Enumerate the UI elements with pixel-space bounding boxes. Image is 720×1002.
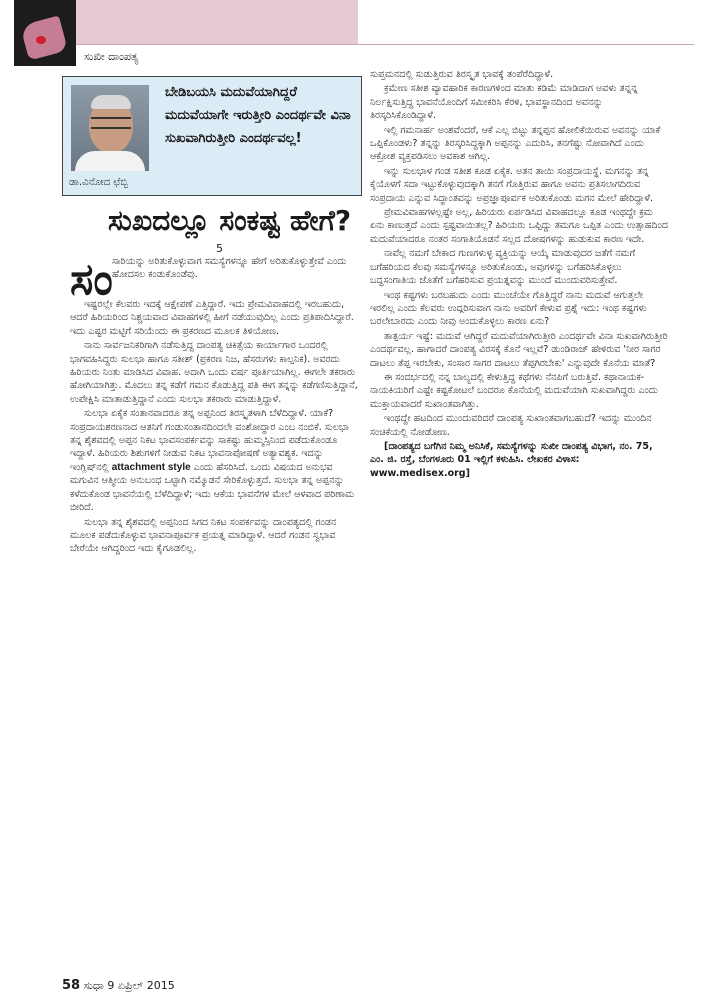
column-1	[70, 298, 360, 557]
magazine-name: ಸುಧಾ	[83, 979, 104, 992]
pull-quote-text: ಬೇಡಿಬಯಸಿ ಮದುವೆಯಾಗಿದ್ದರೆ ಮದುವೆಯಾಗೇ ಇರುತ್ತೀರಿ ಎಂದರ್ಥವೇ ವಿನಾ ಸುಖವಾಗಿರುತ್ತೀರಿ ಎಂದರ್ಥವಲ್ಲ!	[165, 85, 351, 146]
paragraph: ನಾನು ಸಾರ್ವಜನಿಕರಿಗಾಗಿ ನಡೆಸುತ್ತಿದ್ದ ದಾಂಪತ್ಯ ಚಿಕಿತ್ಸೆಯ ಕಾರ್ಯಾಗಾರ ಒಂದರಲ್ಲಿ ಭಾಗವಹಿಸಿದ್ದರು ಸುಲಭಾ ಹಾಗೂ ಸತೀಶ್ (ಪ್ರಕರಣ ನಿಜ, ಹೆಸರುಗಳು ಕಾಲ್ಪನಿಕ). ಅವರದು ಹಿರಿಯರು ನಿಂತು ಮಾಡಿಸಿದ ವಿವಾಹ. ಅದಾಗಿ ಒಂದು ವರ್ಷ ಪೂರ್ತಿಯಾಗಿಲ್ಲ. ಈಗಲೇ ತಕರಾರು ಹೋಗಿಯಾಗಿತ್ತು. ಮೊದಲು ತನ್ನ ಕಡೆಗೆ ಗಮನ ಕೊಡುತ್ತಿದ್ದ ಪತಿ ಈಗ ತನ್ನನ್ನು ಕಡೆಗಣಿಸುತ್ತಿದ್ದಾನೆ, ಉಪೇಕ್ಷಿಸಿ ಮಾತಾಡುತ್ತಿದ್ದಾನೆ ಎಂದು ಸುಲಭಾ ತಕರಾರು ಮಾಡುತ್ತಿದ್ದಾಳೆ.	[70, 340, 358, 405]
section-label: ಸುಖೀ ದಾಂಪತ್ಯ	[84, 50, 139, 63]
paragraph: ಸುಪ್ತಮನದಲ್ಲಿ ಸುಡುತ್ತಿರುವ ತಿರಸ್ಕೃತ ಭಾವಕ್ಕೆ ತಂಪೆರೆದಿದ್ದಾಳೆ.	[370, 69, 554, 80]
issue-date: 9 ಏಪ್ರಿಲ್ 2015	[107, 979, 175, 992]
paragraph: ಇಂಥದ್ದೇ ಹಟದಿಂದ ಮುಂದುವರಿದರೆ ದಾಂಪತ್ಯ ಸುಖಾಂತವಾಗಬಹುದೆ? ಇದನ್ನು ಮುಂದಿನ ಸಂಚಿಕೆಯಲ್ಲಿ ನೋಡೋಣ.	[370, 413, 652, 438]
contact-note: [ದಾಂಪತ್ಯದ ಬಗೆಗಿನ ನಿಮ್ಮ ಅನಿಸಿಕೆ, ಸಮಸ್ಯೆಗಳನ್ನು ಸುಖೀ ದಾಂಪತ್ಯ ವಿಭಾಗ, ನಂ. 75, ಎಂ. ಜಿ. ರಸ್ತೆ, ಬೆಂಗಳೂರು 01 ಇಲ್ಲಿಗೆ ಕಳುಹಿಸಿ. ಲೇಖಕರ ವಿಳಾಸ: www.medisex.org]	[370, 440, 653, 479]
decorative-dot	[36, 36, 46, 44]
paragraph: ಸುಲಭಾ ಏಕೈಕ ಸಂತಾನವಾದರೂ ತನ್ನ ಅಪ್ಪನಿಂದ ತಿರಸ್ಕೃತಳಾಗಿ ಬೆಳೆದಿದ್ದಾಳೆ. ಯಾಕೆ? ಸಂಪ್ರದಾಯಶರಣನಾದ ಆತನಿಗೆ ಗಂಡುಸಂತಾನದಿಂದಲೇ ವಂಶೋದ್ಧಾರ ಎಂಬ ನಂಬಿಕೆ. ಸುಲಭಾ ತನ್ನ ಶೈಶವದಲ್ಲಿ ಅಪ್ಪನ ನಿಕಟ ಭಾವಸಂಪರ್ಕವನ್ನು ಸಾಕಷ್ಟು ಹುಮ್ಮಸ್ಸಿನಿಂದ ಪಡೆದುಕೊಂಡೂ ಇದ್ದಾಳೆ. ಹಿರಿಯರು ಶಿಶುಗಳಿಗೆ ನೀಡುವ ನಿಕಟ ಭಾವನಾಪೋಷಣೆ ಅತ್ಯಾವಶ್ಯಕ. ಇದನ್ನು ಇಂಗ್ಲಿಷ್‌ನಲ್ಲಿ attachment style ಎಂದು ಹೆಸರಿಸಿದೆ. ಒಂದು ವಿಷಯದ ಅನುಭವ ಮಗುವಿನ ಆತ್ಮೀಯ ಅನುಬಂಧ ಒಟ್ಟಾಗಿ ನಮ್ಮೊಡನೆ ಸೇರಿಕೊಳ್ಳುತ್ತದೆ. ಸುಲಭಾ ತನ್ನ ಅಪ್ಪನನ್ನು ಕಳೆದುಕೊಂಡ ಭಾವನೆಯಲ್ಲಿ ಬೆಳೆದಿದ್ದಾಳೆ; ಇದು ಆಕೆಯ ಭಾವನೆಗಳ ಮೇಲೆ ಆಳವಾದ ಪರಿಣಾಮ ಬೀರಿದೆ.	[70, 408, 355, 514]
lead-paragraph: ಸಾರಿಯನ್ನು ಅರಿತುಕೊಳ್ಳುವಾಗ ಸಮಸ್ಯೆಗಳನ್ನೂ ಹೇಗೆ ಅರಿತುಕೊಳ್ಳುತ್ತೇವೆ ಎಂದು ಹೋದಸಲ ಕಂಡುಕೊಂಡೆವು.	[112, 256, 347, 281]
page-number: 58	[62, 978, 81, 993]
paragraph: ನಾವೆಲ್ಲ ನಮಗೆ ಬೇಕಾದ ಗುಣಗಳುಳ್ಳ ವ್ಯಕ್ತಿಯನ್ನು ಆಯ್ಕೆ ಮಾಡುವುದರ ಜತೆಗೆ ನಮಗೆ ಬಗೆಹರಿಯದ ಕೆಲವು ಸಮಸ್ಯೆಗಳನ್ನೂ ಅರಿತುಕೊಂಡು, ಅವುಗಳನ್ನು ಬಗೆಹರಿಸಿಕೊಳ್ಳಲು ಬದ್ಧಸಂಗಾತಿಯ ಜೊತೆಗೆ ಬಗೆಹರಿಸುವ ಪ್ರಯತ್ನವನ್ನು ಮುಂದೆ ಮುಂದುವರಿಸುತ್ತೇವೆ.	[370, 248, 636, 287]
paragraph: ಇನ್ನು ಸುಲಭಾಳ ಗಂಡ ಸತೀಶ ಕೂಡ ಏಕೈಕ. ಅತನ ತಾಯಿ ಸಂಪ್ರದಾಯಸ್ಥೆ. ಮಗನನ್ನು ತನ್ನ ಕೈಯೊಳಗೆ ಸದಾ ಇಟ್ಟುಕೊಳ್ಳುವುದಕ್ಕಾಗಿ ತನಗೆ ಗೊತ್ತಿರುವ ಹಾಗೂ ಅವನು ಪ್ರತಿಸಲಾಗದಿರುವ ಸಂಪ್ರದಾಯ ಎನ್ನುವ ಸಿದ್ಧಾಂತವನ್ನು ಅಪ್ರಜ್ಞಾಪೂರ್ವಕ ಅರಿತುಕೊಂಡು ಮಗನ ಮೇಲೆ ಹೇರಿದ್ದಾಳೆ.	[370, 165, 654, 204]
section-header-bar	[76, 0, 358, 44]
paragraph: ಸುಲಭಾ ತನ್ನ ಶೈಶವದಲ್ಲಿ ಅಪ್ಪನಿಂದ ಸಿಗದ ನಿಕಟ ಸಂಪರ್ಕವನ್ನು ದಾಂಪತ್ಯದಲ್ಲಿ ಗಂಡನ ಮೂಲಕ ಪಡೆದುಕೊಳ್ಳುವ ಭಾವನಾಪೂರ್ವಕ ಪ್ರಯತ್ನ ಮಾಡಿದ್ದಾಳೆ. ಆದರೆ ಗಂಡನ ಸ್ವಭಾವ ಬೇರೆಯೇ ಆಗಿದ್ದರಿಂದ ಇದು ಕೈಗೂಡಲಿಲ್ಲ.	[70, 516, 337, 555]
paragraph: ಇಲ್ಲಿ ಗಮನಾರ್ಹ ಅಂಶವೆಂದರೆ, ಆಕೆ ಎಲ್ಲ ಬಿಟ್ಟು ತನ್ನಪ್ಪನ ಹೋಲಿಕೆಯಿರುವ ಅವನನ್ನು ಯಾಕೆ ಒಪ್ಪಿಕೊಂಡಳು? ತನ್ನನ್ನು ತಿರಸ್ಕರಿಸಿದ್ದಕ್ಕಾಗಿ ಅಪ್ಪನನ್ನು ಎದುರಿಸಿ, ತನಗೆಷ್ಟು ನೋವಾಗಿದೆ ಎಂದು ಆಕ್ರೋಶ ವ್ಯಕ್ತಪಡಿಸಲು ಅವಕಾಶ ಆಗಿಲ್ಲ.	[370, 124, 661, 163]
column-2	[370, 68, 668, 481]
header-divider	[76, 44, 694, 45]
paragraph: ಪ್ರೇಮವಿವಾಹಗಳಲ್ಲಷ್ಟೇ ಅಲ್ಲ, ಹಿರಿಯರು ಏರ್ಪಡಿಸಿದ ವಿವಾಹದಲ್ಲೂ ಕೂಡ ಇಂಥದ್ದೇ ಕ್ರಮ ಏನು ಕಾಣುತ್ತದೆ ಎಂದು ಸ್ಪಷ್ಟವಾಯಿತಲ್ಲ? ಹಿರಿಯರು ಒಪ್ಪಿದ್ದು ತಮಗೂ ಒಪ್ಪಿತ ಎಂದು ಉತ್ಸಾಹದಿಂದ ಮದುವೆಯಾದರೂ ನಂತರ ಸಂಗಾತಿಯೊಡನೆ ಸಲ್ಲದ ದೋಷಗಳನ್ನು ಹುಡುಕುವ ಕಾರಣ ಇದೇ.	[370, 207, 668, 245]
paragraph: ಇಷ್ಟರಲ್ಲೇ ಕೆಲವರು ಇದಕ್ಕೆ ಆಕ್ಷೇಪಣೆ ಎತ್ತಿದ್ದಾರೆ. ಇದು ಪ್ರೇಮವಿವಾಹದಲ್ಲಿ ಇರಬಹುದು, ಆದರೆ ಹಿರಿಯರಿಂದ ನಿಶ್ಚಯವಾದ ವಿವಾಹಗಳಲ್ಲಿ ಹೀಗೆ ನಡೆಯುವುದಿಲ್ಲ ಎಂದು ಪ್ರತಿಪಾದಿಸಿದ್ದಾರೆ. ಇದು ಎಷ್ಟರ ಮಟ್ಟಿಗೆ ಸರಿಯೆಂದು ಈ ಪ್ರಕರಣದ ಮೂಲಕ ತಿಳಿಯೋಣ.	[70, 299, 354, 337]
paragraph: ಕ್ರಮೇಣ ಸತೀಶ ವ್ಯಾವಹಾರಿಕ ಕಾರಣಗಳಿಂದ ಮಾತು ಕಡಿಮೆ ಮಾಡಿದಾಗ ಅವಳು ತನ್ನನ್ನ ನಿರ್ಲಕ್ಷಿಸುತ್ತಿದ್ದ ಭಾವನೆಯೊಂದಿಗೆ ಸಮೀಕರಿಸಿ ಕೆರಳಿ, ಭಾವಸ್ಥಾನದಿಂದ ಅವನನ್ನು ತಿರಸ್ಕರಿಸಿಕೊಂಡಿದ್ದಾಳೆ.	[370, 83, 638, 122]
author-photo	[71, 85, 149, 171]
drop-cap: ಸಂ	[70, 254, 113, 305]
article-headline: ಸುಖದಲ್ಲೂ ಸಂಕಷ್ಟ ಹೇಗೆ?	[108, 204, 352, 237]
corner-graphic	[14, 0, 76, 66]
author-name: ಡಾ.ವಿನೋದ ಛೆಬ್ಬಿ	[69, 177, 129, 188]
page-footer	[62, 978, 175, 993]
paragraph: ಈ ಸಂದರ್ಭದಲ್ಲಿ ನನ್ನ ಬಾಲ್ಯದಲ್ಲಿ ಕೇಳುತ್ತಿದ್ದ ಕಥೆಗಳು ನೆನಪಿಗೆ ಬರುತ್ತಿವೆ. ಕಥಾನಾಯಕ-ನಾಯಕಿಯರಿಗೆ ಎಷ್ಟೇ ಕಷ್ಟಕೋಟಲೆ ಬಂದರೂ ಕೊನೆಯಲ್ಲಿ ಮದುವೆಯಾಗಿ ಸುಖವಾಗಿದ್ದರು ಎಂದು ಮುಕ್ತಾಯವಾದರೆ ಸುಖಾಂತವಾಗಿತ್ತು.	[370, 371, 658, 410]
english-term: attachment style	[111, 461, 191, 473]
paragraph: ತಾತ್ಪರ್ಯ ಇಷ್ಟೆ: ಮದುವೆ ಆಗಿದ್ದರೆ ಮದುವೆಯಾಗಿರುತ್ತೀರಿ ಎಂದರ್ಥವೇ ವಿನಾ ಸುಖವಾಗಿರುತ್ತೀರಿ ಎಂದರ್ಥವಲ್ಲ. ಹಾಗಾದರೆ ದಾಂಪತ್ಯ ವಿರಸಕ್ಕೆ ಕೊನೆ ಇಲ್ಲವೆ? ಡುಂಡಿರಾಜ್ ಹೇಳಿರುವ 'ನೀರ ಸಾಗರ ದಾಟಲು ತೆಪ್ಪ ಇರಬೇಕು, ಸಂಸಾರ ಸಾಗರ ದಾಟಲು ತೆಪ್ಪಗಿರಬೇಕು' ಎನ್ನುವುದೇ ಕೊನೆಯ ಮಾತೆ?	[370, 330, 668, 369]
column1-lead	[112, 255, 358, 283]
paragraph: ಇಂಥ ಕಷ್ಟಗಳು ಬರಬಹುದು ಎಂದು ಮುಂಚೆಯೇ ಗೊತ್ತಿದ್ದರೆ ನಾನು ಮದುವೆ ಆಗುತ್ತಲೇ ಇರಲಿಲ್ಲ ಎಂದು ಕೆಲವರು ಉದ್ಗರಿಸುವಾಗ ನಾನು ಅವರಿಗೆ ಕೇಳುವ ಪ್ರಶ್ನೆ ಇದು: ಇಂಥ ಕಷ್ಟಗಳು ಬರಲೇಬಾರದು ಎಂದು ನೀವು ಅಂದುಕೊಳ್ಳಲು ಕಾರಣ ಏನು?	[370, 289, 647, 328]
issue-number: 5	[216, 242, 223, 255]
pull-quote-box	[62, 76, 362, 196]
